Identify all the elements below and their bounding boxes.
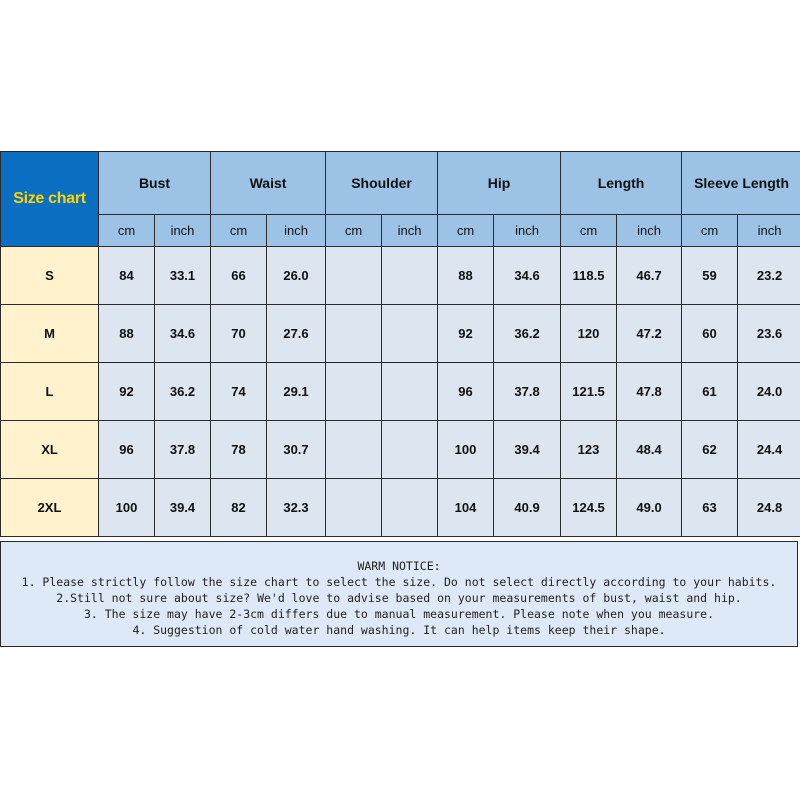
length-cm: 118.5: [561, 247, 617, 305]
hip-cm: 88: [438, 247, 494, 305]
sleeve-length-inch: 24.0: [738, 363, 800, 421]
bust-cm: 88: [99, 305, 155, 363]
unit-inch: inch: [267, 215, 326, 247]
size-chart-label: Size chart: [1, 152, 99, 247]
header-bust: Bust: [99, 152, 211, 215]
shoulder-inch: [382, 363, 438, 421]
table-row: [1, 479, 800, 537]
unit-inch: inch: [494, 215, 561, 247]
notice-line: 1. Please strictly follow the size chart to select the size. Do not select directly according to your habits.: [21, 575, 777, 589]
sleeve-length-inch: 23.2: [738, 247, 800, 305]
bust-inch: 39.4: [155, 479, 211, 537]
unit-cm: cm: [682, 215, 738, 247]
bust-inch: 37.8: [155, 421, 211, 479]
hip-cm: 96: [438, 363, 494, 421]
hip-inch: 40.9: [494, 479, 561, 537]
bust-cm: 100: [99, 479, 155, 537]
sleeve-length-cm: 62: [682, 421, 738, 479]
sleeve-length-cm: 61: [682, 363, 738, 421]
length-cm: 120: [561, 305, 617, 363]
sleeve-length-cm: 59: [682, 247, 738, 305]
size-chart-table: [0, 151, 800, 537]
header-sleeve-length: Sleeve Length: [682, 152, 800, 215]
header-waist: Waist: [211, 152, 326, 215]
unit-cm: cm: [326, 215, 382, 247]
hip-inch: 37.8: [494, 363, 561, 421]
bust-cm: 84: [99, 247, 155, 305]
size-label: XL: [1, 421, 99, 479]
unit-inch: inch: [382, 215, 438, 247]
length-inch: 49.0: [617, 479, 682, 537]
table-row: [1, 421, 800, 479]
shoulder-cm: [326, 479, 382, 537]
hip-cm: 92: [438, 305, 494, 363]
unit-inch: inch: [155, 215, 211, 247]
unit-inch: inch: [617, 215, 682, 247]
shoulder-inch: [382, 247, 438, 305]
shoulder-cm: [326, 363, 382, 421]
table-row: [1, 247, 800, 305]
hip-inch: 39.4: [494, 421, 561, 479]
bust-inch: 34.6: [155, 305, 211, 363]
unit-cm: cm: [561, 215, 617, 247]
hip-inch: 36.2: [494, 305, 561, 363]
sleeve-length-inch: 23.6: [738, 305, 800, 363]
length-cm: 121.5: [561, 363, 617, 421]
hip-cm: 104: [438, 479, 494, 537]
length-cm: 123: [561, 421, 617, 479]
length-inch: 47.2: [617, 305, 682, 363]
length-cm: 124.5: [561, 479, 617, 537]
waist-cm: 74: [211, 363, 267, 421]
bust-inch: 33.1: [155, 247, 211, 305]
length-inch: 47.8: [617, 363, 682, 421]
waist-cm: 66: [211, 247, 267, 305]
size-label: L: [1, 363, 99, 421]
unit-cm: cm: [211, 215, 267, 247]
sleeve-length-cm: 63: [682, 479, 738, 537]
bust-cm: 96: [99, 421, 155, 479]
bust-cm: 92: [99, 363, 155, 421]
waist-cm: 78: [211, 421, 267, 479]
notice-line: 3. The size may have 2-3cm differs due to manual measurement. Please note when you measure.: [83, 607, 715, 621]
header-shoulder: Shoulder: [326, 152, 438, 215]
notice-title: WARM NOTICE:: [357, 559, 441, 573]
bust-inch: 36.2: [155, 363, 211, 421]
unit-cm: cm: [99, 215, 155, 247]
length-inch: 46.7: [617, 247, 682, 305]
length-inch: 48.4: [617, 421, 682, 479]
shoulder-cm: [326, 247, 382, 305]
header-length: Length: [561, 152, 682, 215]
unit-cm: cm: [438, 215, 494, 247]
sleeve-length-inch: 24.4: [738, 421, 800, 479]
waist-inch: 26.0: [267, 247, 326, 305]
size-label: S: [1, 247, 99, 305]
hip-inch: 34.6: [494, 247, 561, 305]
shoulder-inch: [382, 479, 438, 537]
shoulder-cm: [326, 421, 382, 479]
waist-cm: 82: [211, 479, 267, 537]
hip-cm: 100: [438, 421, 494, 479]
waist-inch: 29.1: [267, 363, 326, 421]
notice-line: 4. Suggestion of cold water hand washing. It can help items keep their shape.: [132, 623, 666, 637]
waist-inch: 30.7: [267, 421, 326, 479]
table-row: [1, 363, 800, 421]
size-label: 2XL: [1, 479, 99, 537]
waist-inch: 27.6: [267, 305, 326, 363]
size-label: M: [1, 305, 99, 363]
warm-notice: [0, 541, 798, 647]
unit-inch: inch: [738, 215, 800, 247]
notice-line: 2.Still not sure about size? We'd love to advise based on your measurements of bust, waist and hip.: [56, 591, 742, 605]
waist-cm: 70: [211, 305, 267, 363]
shoulder-cm: [326, 305, 382, 363]
table-row: [1, 305, 800, 363]
waist-inch: 32.3: [267, 479, 326, 537]
header-hip: Hip: [438, 152, 561, 215]
sleeve-length-cm: 60: [682, 305, 738, 363]
sleeve-length-inch: 24.8: [738, 479, 800, 537]
shoulder-inch: [382, 305, 438, 363]
shoulder-inch: [382, 421, 438, 479]
